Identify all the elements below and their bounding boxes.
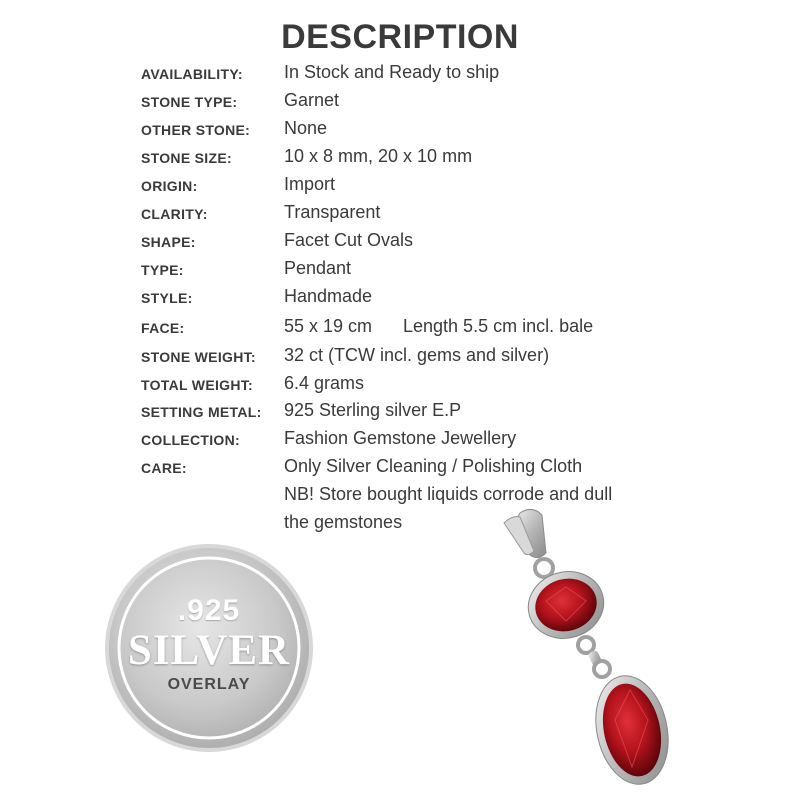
page-title: DESCRIPTION	[281, 18, 519, 56]
spec-label: TOTAL WEIGHT:	[141, 377, 254, 393]
spec-label: CARE:	[141, 460, 187, 476]
spec-label: OTHER STONE:	[141, 122, 251, 138]
product-image-garnet-pendant	[490, 505, 690, 795]
silver-overlay-seal	[103, 542, 315, 754]
spec-label: CLARITY:	[141, 206, 208, 222]
spec-value: Fashion Gemstone Jewellery	[284, 428, 517, 448]
spec-value: None	[284, 118, 328, 138]
pendant-graphic	[490, 505, 690, 795]
spec-value: 32 ct (TCW incl. gems and silver)	[284, 345, 550, 365]
spec-value: 925 Sterling silver E.P	[284, 400, 462, 420]
spec-value: Facet Cut Ovals	[284, 230, 414, 250]
spec-value: Handmade	[284, 286, 373, 306]
spec-label: STONE WEIGHT:	[141, 349, 256, 365]
spec-label: STONE TYPE:	[141, 94, 238, 110]
spec-value: Import	[284, 174, 336, 194]
care-line: NB! Store bought liquids corrode and dull	[284, 484, 613, 504]
spec-label: SETTING METAL:	[141, 404, 262, 420]
spec-value: Pendant	[284, 258, 352, 278]
spec-label: COLLECTION:	[141, 432, 240, 448]
seal-overlay-text: OVERLAY	[167, 676, 251, 693]
spec-value: Transparent	[284, 202, 381, 222]
seal-silver-text: SILVER	[127, 627, 291, 674]
spec-value: In Stock and Ready to ship	[284, 62, 500, 82]
spec-label: FACE:	[141, 320, 185, 336]
spec-label: ORIGIN:	[141, 178, 198, 194]
spec-label: AVAILABILITY:	[141, 66, 243, 82]
care-line: the gemstones	[284, 512, 403, 532]
care-line: Only Silver Cleaning / Polishing Cloth	[284, 456, 583, 476]
spec-value: 6.4 grams	[284, 373, 365, 393]
spec-table	[0, 62, 800, 542]
spec-value-extra: Length 5.5 cm incl. bale	[403, 316, 594, 336]
spec-label: SHAPE:	[141, 234, 196, 250]
seal-purity-text: .925	[177, 594, 241, 627]
spec-label: TYPE:	[141, 262, 184, 278]
spec-label: STYLE:	[141, 290, 193, 306]
spec-value: Garnet	[284, 90, 340, 110]
spec-label: STONE SIZE:	[141, 150, 232, 166]
spec-value: 55 x 19 cm	[284, 316, 373, 336]
spec-value: 10 x 8 mm, 20 x 10 mm	[284, 146, 473, 166]
